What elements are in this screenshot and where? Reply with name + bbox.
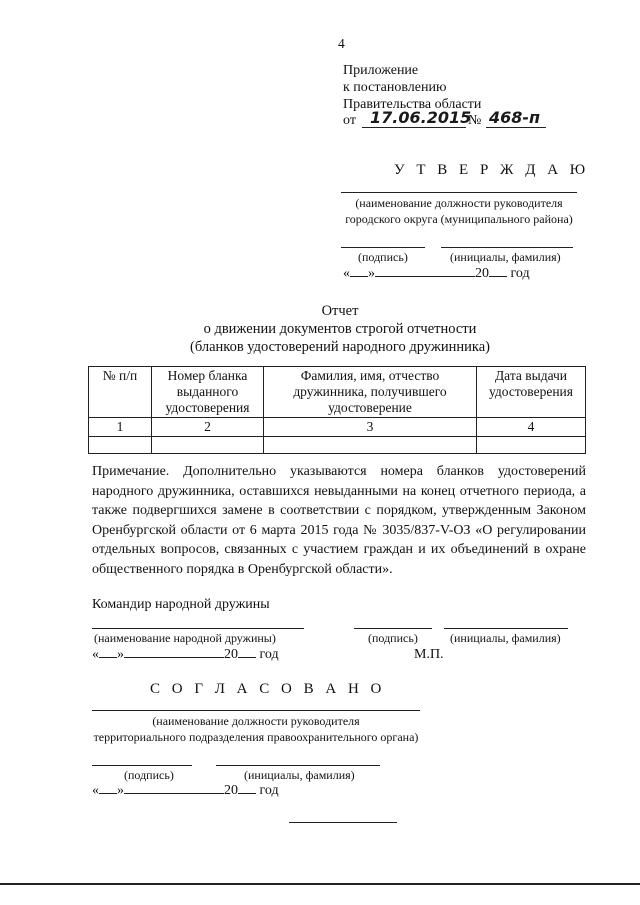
page-bottom-border (0, 883, 640, 885)
approve-title: У Т В Е Р Ж Д А Ю (394, 162, 590, 178)
commander-name-caption: (наименование народной дружины) (94, 631, 276, 645)
table-number-row: 1 2 3 4 (89, 418, 586, 437)
agreed-signature-caption: (подпись) (124, 768, 174, 782)
appendix-line-3: Правительства области (343, 97, 482, 112)
header-cell-number: № п/п (89, 367, 152, 418)
commander-initials-caption: (инициалы, фамилия) (450, 631, 561, 645)
agreed-position-line (92, 710, 420, 711)
closing-separator (289, 822, 397, 823)
approve-date-row: « » 20 год (343, 266, 530, 281)
appendix-block (343, 62, 481, 113)
agreed-signature-line (92, 765, 192, 766)
header-cell-date: Дата выдачи удостоверения (477, 367, 586, 418)
note-paragraph: Примечание. Дополнительно указываются номера бланков удостоверений народного дружинника, оставшихся невыданными на конец отчетного периода, а также подвергшихся замене в соответствии с порядком, утвержденным Законом Оренбургской области от 6 марта 2015 года № 3035/837-V-ОЗ «О регулировании отдельных вопросов, связанных с участием граждан и их объединений в охране общественного порядка в Оренбургской области». (92, 464, 586, 577)
commander-initials-line (444, 628, 568, 629)
agreed-date-row: « » 20 год (92, 783, 279, 798)
report-subtitle-1: о движении документов строгой отчетности (203, 321, 477, 337)
appendix-date-handwritten: 17.06.2015 (370, 108, 472, 127)
approve-signature-caption: (подпись) (358, 250, 408, 264)
approve-signature-line (341, 247, 425, 248)
date-underline (362, 127, 466, 128)
header-cell-blank-number: Номер бланка выданного удостоверения (152, 367, 264, 418)
approve-initials-caption: (инициалы, фамилия) (450, 250, 561, 264)
table-row (89, 437, 586, 454)
agreed-initials-caption: (инициалы, фамилия) (244, 768, 355, 782)
appendix-number-handwritten: 468-п (489, 108, 541, 127)
commander-date-row: « » 20 год (92, 647, 279, 662)
approve-initials-line (441, 247, 573, 248)
seal-mark: М.П. (414, 647, 444, 662)
commander-name-line (92, 628, 304, 629)
header-cell-name: Фамилия, имя, отчество дружинника, получившего удостоверение (264, 367, 477, 418)
appendix-line-1: Приложение (343, 63, 419, 78)
commander-signature-caption: (подпись) (368, 631, 418, 645)
agreed-title: С О Г Л А С О В А Н О (150, 681, 386, 697)
report-title: Отчет (321, 303, 359, 319)
number-underline (486, 127, 546, 128)
approve-position-caption: (наименование должности руководителя городского округа (муниципального района) (345, 196, 573, 226)
report-subtitle-2: (бланков удостоверений народного дружинника) (189, 339, 491, 355)
agreed-position-caption: (наименование должности руководителя территориального подразделения правоохранительного органа) (93, 714, 419, 744)
commander-title: Командир народной дружины (92, 597, 270, 612)
agreed-initials-line (216, 765, 380, 766)
number-sign: № (468, 113, 482, 128)
appendix-date-prefix: от (343, 113, 356, 128)
approve-position-line (341, 192, 577, 193)
table-header-row (89, 367, 586, 418)
appendix-line-2: к постановлению (343, 80, 447, 95)
page-number: 4 (338, 36, 345, 51)
commander-signature-line (354, 628, 432, 629)
report-title-block (100, 302, 580, 356)
report-table (88, 366, 586, 454)
